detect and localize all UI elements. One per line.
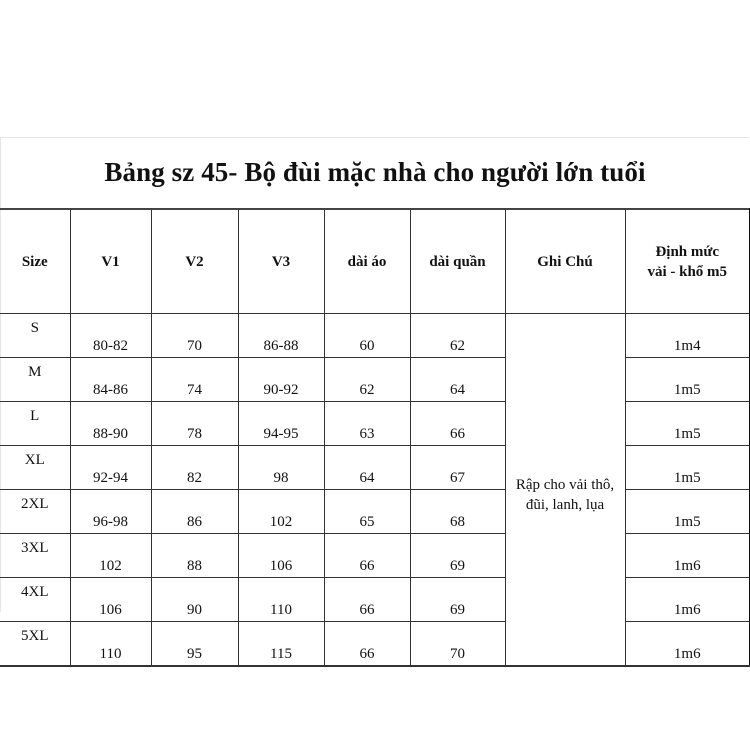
cell-v3: 115	[238, 622, 324, 667]
cell-dai-ao: 66	[324, 622, 410, 667]
cell-dai-ao: 64	[324, 446, 410, 490]
cell-v1: 84-86	[70, 358, 151, 402]
cell-v3: 110	[238, 578, 324, 622]
cell-v1: 110	[70, 622, 151, 667]
cell-v1: 96-98	[70, 490, 151, 534]
cell-dai-quan: 62	[410, 314, 505, 358]
header-row	[0, 209, 750, 314]
cell-dai-ao: 62	[324, 358, 410, 402]
header-ghi-chu: Ghi Chú	[505, 209, 625, 314]
cell-v2: 86	[151, 490, 238, 534]
table-row	[0, 402, 750, 446]
size-chart-table	[0, 208, 750, 667]
cell-dinh-muc: 1m5	[625, 358, 750, 402]
cell-dai-quan: 67	[410, 446, 505, 490]
cell-dinh-muc: 1m6	[625, 622, 750, 667]
note-line1: Rập cho vải thô,	[515, 476, 615, 493]
cell-size: L	[0, 402, 70, 446]
cell-v2: 90	[151, 578, 238, 622]
cell-size: XL	[0, 446, 70, 490]
cell-size: 4XL	[0, 578, 70, 622]
header-v1: V1	[70, 209, 151, 314]
table-row	[0, 358, 750, 402]
page-title: Bảng sz 45- Bộ đùi mặc nhà cho người lớn tuổi	[104, 157, 646, 187]
table-row	[0, 446, 750, 490]
cell-v1: 92-94	[70, 446, 151, 490]
header-v2: V2	[151, 209, 238, 314]
cell-dai-ao: 66	[324, 578, 410, 622]
header-dinh-muc-line2: vải - khổ m5	[647, 263, 728, 280]
header-dinh-muc	[625, 209, 750, 314]
cell-dai-quan: 64	[410, 358, 505, 402]
cell-v1: 88-90	[70, 402, 151, 446]
header-v3: V3	[238, 209, 324, 314]
header-dai-ao: dài áo	[324, 209, 410, 314]
cell-v1: 80-82	[70, 314, 151, 358]
cell-dinh-muc: 1m5	[625, 490, 750, 534]
cell-v3: 102	[238, 490, 324, 534]
cell-size: 3XL	[0, 534, 70, 578]
cell-dai-ao: 66	[324, 534, 410, 578]
table-row	[0, 490, 750, 534]
note-line2: đũi, lanh, lụa	[525, 496, 605, 513]
cell-v2: 88	[151, 534, 238, 578]
cell-dai-quan: 69	[410, 578, 505, 622]
table-row	[0, 534, 750, 578]
cell-dinh-muc: 1m4	[625, 314, 750, 358]
cell-dinh-muc: 1m6	[625, 578, 750, 622]
cell-dai-ao: 60	[324, 314, 410, 358]
cell-v1: 106	[70, 578, 151, 622]
cell-ghi-chu	[505, 314, 625, 667]
cell-dinh-muc: 1m5	[625, 402, 750, 446]
cell-v3: 94-95	[238, 402, 324, 446]
table-row	[0, 314, 750, 358]
cell-size: 2XL	[0, 490, 70, 534]
cell-v2: 78	[151, 402, 238, 446]
cell-size: M	[0, 358, 70, 402]
cell-v1: 102	[70, 534, 151, 578]
cell-v2: 74	[151, 358, 238, 402]
cell-dai-quan: 70	[410, 622, 505, 667]
cell-v2: 82	[151, 446, 238, 490]
cell-v3: 86-88	[238, 314, 324, 358]
cell-v3: 106	[238, 534, 324, 578]
cell-dai-quan: 69	[410, 534, 505, 578]
cell-v2: 70	[151, 314, 238, 358]
cell-v3: 90-92	[238, 358, 324, 402]
cell-dai-quan: 68	[410, 490, 505, 534]
cell-dinh-muc: 1m6	[625, 534, 750, 578]
cell-dinh-muc: 1m5	[625, 446, 750, 490]
cell-dai-ao: 65	[324, 490, 410, 534]
cell-dai-quan: 66	[410, 402, 505, 446]
header-dai-quan: dài quần	[410, 209, 505, 314]
header-size: Size	[0, 209, 70, 314]
table-row	[0, 578, 750, 622]
cell-v3: 98	[238, 446, 324, 490]
cell-size: S	[0, 314, 70, 358]
cell-size: 5XL	[0, 622, 70, 667]
cell-dai-ao: 63	[324, 402, 410, 446]
header-dinh-muc-line1: Định mức	[655, 243, 720, 260]
cell-v2: 95	[151, 622, 238, 667]
table-row	[0, 622, 750, 667]
